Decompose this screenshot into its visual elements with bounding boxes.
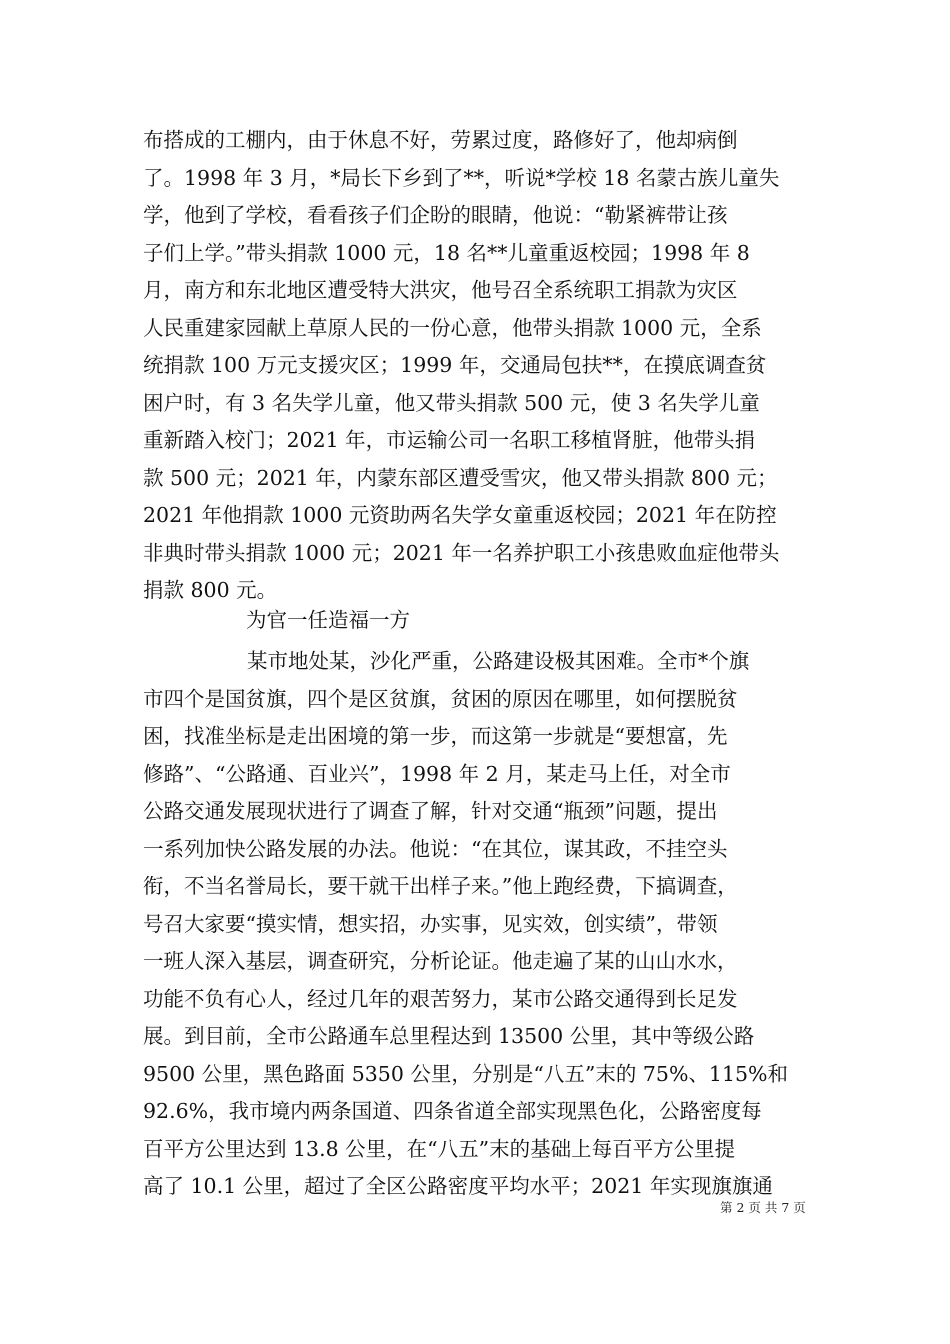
text-line: 困户时，有 3 名失学儿童，他又带头捐款 500 元，使 3 名失学儿童 <box>143 390 760 415</box>
text-line: 重新踏入校门；2021 年，市运输公司一名职工移植肾脏，他带头捐 <box>143 428 756 452</box>
text-line: 捐款 800 元。 <box>143 578 278 602</box>
paragraph-road-building <box>143 643 813 1206</box>
text-line: 市四个是国贫旗，四个是区贫旗，贫困的原因在哪里，如何摆脱贫 <box>143 686 738 711</box>
text-line: 学，他到了学校，看看孩子们企盼的眼睛，他说：“勒紧裤带让孩 <box>143 203 728 227</box>
text-line: 高了 10.1 公里，超过了全区公路密度平均水平；2021 年实现旗旗通 <box>143 1174 773 1198</box>
text-line: 92.6%，我市境内两条国道、四条省道全部实现黑色化，公路密度每 <box>143 1099 762 1123</box>
paragraph-donations <box>143 122 813 610</box>
text-line: 月，南方和东北地区遭受特大洪灾，他号召全系统职工捐款为灾区 <box>143 278 738 302</box>
text-line: 2021 年他捐款 1000 元资助两名失学女童重返校园；2021 年在防控 <box>143 503 777 527</box>
page-number: 第 2 页 共 7 页 <box>720 1200 806 1215</box>
text-line: 一班人深入基层，调查研究，分析论证。他走遍了某的山山水水， <box>143 949 738 973</box>
text-line: 子们上学。”带头捐款 1000 元，18 名**儿童重返校园；1998 年 8 <box>143 240 750 265</box>
text-line: 号召大家要“摸实情，想实招，办实事，见实效，创实绩”，带领 <box>143 911 718 936</box>
text-line: 一系列加快公路发展的办法。他说：“在其位，谋其政，不挂空头 <box>143 836 728 861</box>
text-line: 统捐款 100 万元支援灾区；1999 年，交通局包扶**，在摸底调查贫 <box>143 353 767 377</box>
text-line: 某市地处某，沙化严重，公路建设极其困难。全市*个旗 <box>247 649 750 673</box>
text-line: 衔，不当名誉局长，要干就干出样子来。”他上跑经费，下搞调查， <box>143 874 738 898</box>
section-heading: 为官一任造福一方 <box>246 608 410 632</box>
text-line: 百平方公里达到 13.8 公里，在“八五”末的基础上每百平方公里提 <box>143 1136 736 1161</box>
text-line: 款 500 元；2021 年，内蒙东部区遭受雪灾，他又带头捐款 800 元； <box>143 465 778 490</box>
text-line: 9500 公里，黑色路面 5350 公里，分别是“八五”末的 75%、115%和 <box>143 1061 789 1086</box>
text-line: 公路交通发展现状进行了调查了解，针对交通“瓶颈”问题，提出 <box>143 799 718 823</box>
text-line: 非典时带头捐款 1000 元；2021 年一名养护职工小孩患败血症他带头 <box>143 540 780 565</box>
text-line: 困，找准坐标是走出困境的第一步，而这第一步就是“要想富，先 <box>143 724 728 748</box>
text-line: 展。到目前，全市公路通车总里程达到 13500 公里，其中等级公路 <box>143 1024 755 1048</box>
text-line: 功能不负有心人，经过几年的艰苦努力，某市公路交通得到长足发 <box>143 986 738 1011</box>
text-line: 了。1998 年 3 月，*局长下乡到了**，听说*学校 18 名蒙古族儿童失 <box>143 165 780 190</box>
text-line: 修路”、“公路通、百业兴”，1998 年 2 月，某走马上任，对全市 <box>143 761 731 786</box>
text-line: 人民重建家园献上草原人民的一份心意，他带头捐款 1000 元，全系 <box>143 315 762 340</box>
text-line: 布搭成的工棚内，由于休息不好，劳累过度，路修好了，他却病倒 <box>143 128 738 152</box>
